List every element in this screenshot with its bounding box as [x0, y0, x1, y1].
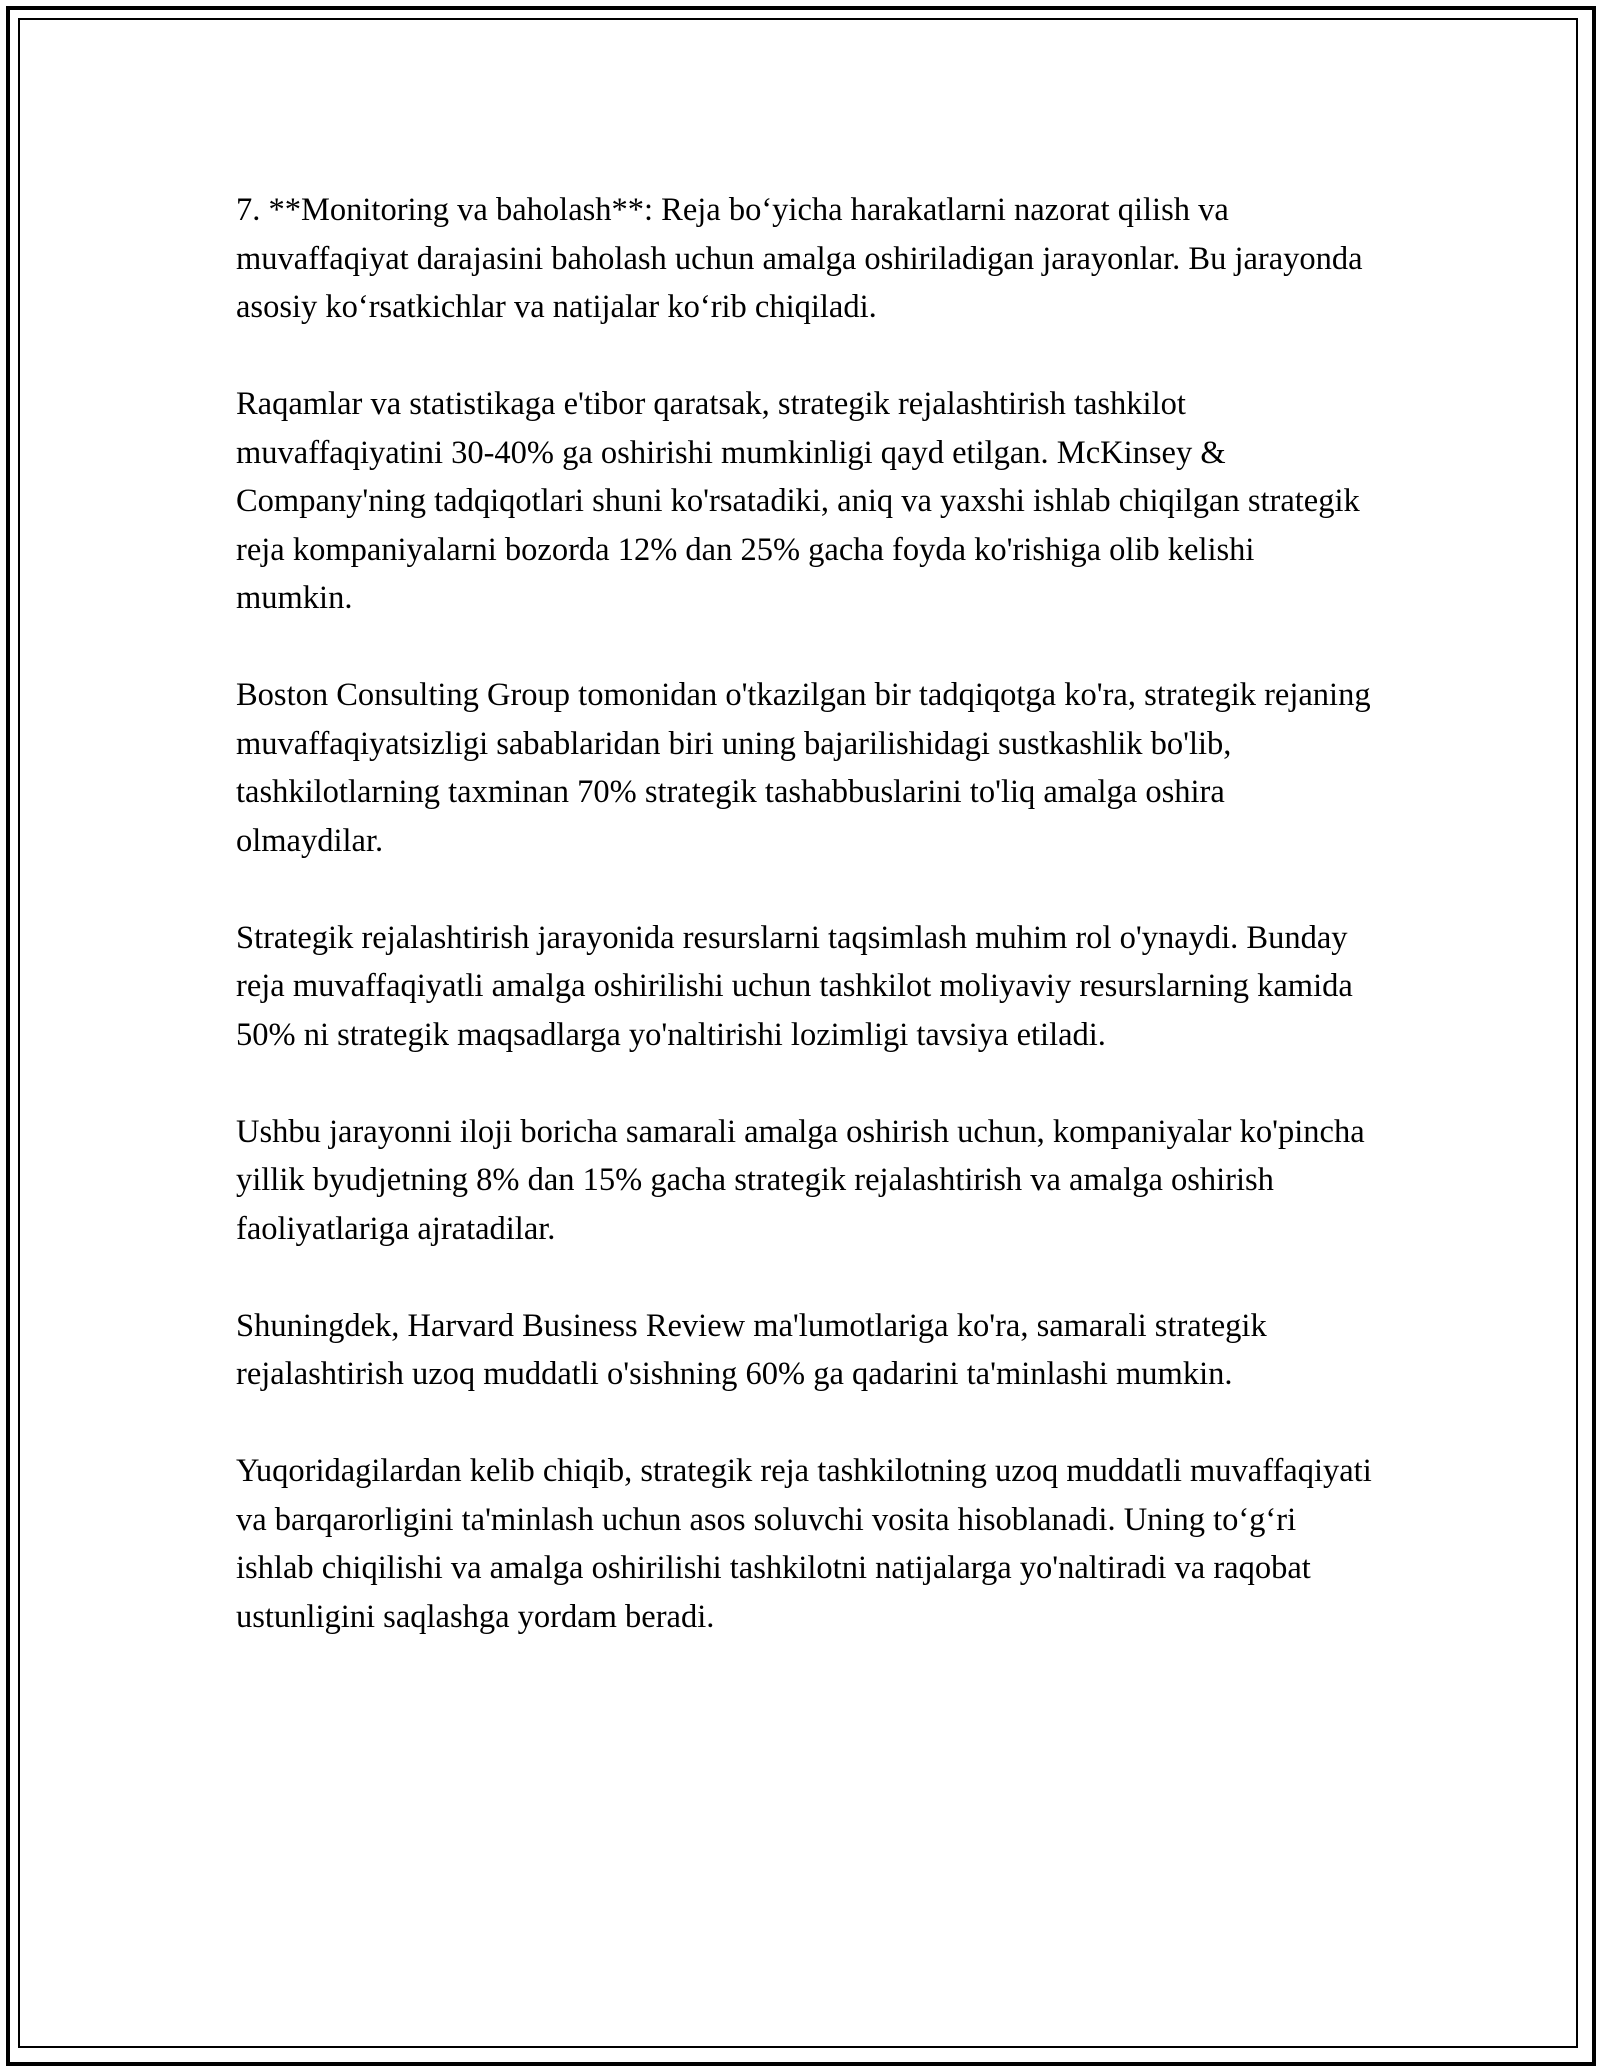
paragraph-resource-allocation: Strategik rejalashtirish jarayonida resurslarni taqsimlash muhim rol o'ynaydi. Bunday reja muvaffaqiyatli amalga oshirilishi uchun tashkilot moliyaviy resurslarning kamida 50% ni strategik maqsadlarga yo'naltirishi lozimligi tavsiya etiladi.	[236, 919, 1353, 1053]
document-body	[236, 186, 1376, 1690]
paragraph-conclusion: Yuqoridagilardan kelib chiqib, strategik reja tashkilotning uzoq muddatli muvaffaqiyati va barqarorligini ta'minlash uchun asos soluvchi vosita hisoblanadi. Uning to‘g‘ri ishlab chiqilishi va amalga oshirilishi tashkilotni natijalarga yo'naltiradi va raqobat ustunligini saqlashga yordam beradi.	[236, 1453, 1372, 1635]
paragraph-budget: Ushbu jarayonni iloji boricha samarali amalga oshirish uchun, kompaniyalar ko'pincha yillik byudjetning 8% dan 15% gacha strategik rejalashtirish va amalga oshirish faoliyatlariga ajratadilar.	[236, 1113, 1365, 1247]
paragraph-hbr: Shuningdek, Harvard Business Review ma'lumotlariga ko'ra, samarali strategik rejalashtirish uzoq muddatli o'sishning 60% ga qadarini ta'minlashi mumkin.	[236, 1307, 1267, 1392]
paragraph-statistics: Raqamlar va statistikaga e'tibor qaratsak, strategik rejalashtirish tashkilot muvaffaqiyatini 30-40% ga oshirishi mumkinligi qayd etilgan. McKinsey & Company'ning tadqiqotlari shuni ko'rsatadiki, aniq va yaxshi ishlab chiqilgan strategik reja kompaniyalarni bozorda 12% dan 25% gacha foyda ko'rishiga olib kelishi mumkin.	[236, 386, 1360, 616]
paragraph-bcg-study: Boston Consulting Group tomonidan o'tkazilgan bir tadqiqotga ko'ra, strategik rejaning muvaffaqiyatsizligi sabablaridan biri uning bajarilishidagi sustkashlik bo'lib, tashkilotlarning taxminan 70% strategik tashabbuslarini to'liq amalga oshira olmaydilar.	[236, 677, 1371, 859]
paragraph-monitoring: 7. **Monitoring va baholash**: Reja bo‘yicha harakatlarni nazorat qilish va muvaffaqiyat darajasini baholash uchun amalga oshiriladigan jarayonlar. Bu jarayonda asosiy ko‘rsatkichlar va natijalar ko‘rib chiqiladi.	[236, 192, 1363, 325]
